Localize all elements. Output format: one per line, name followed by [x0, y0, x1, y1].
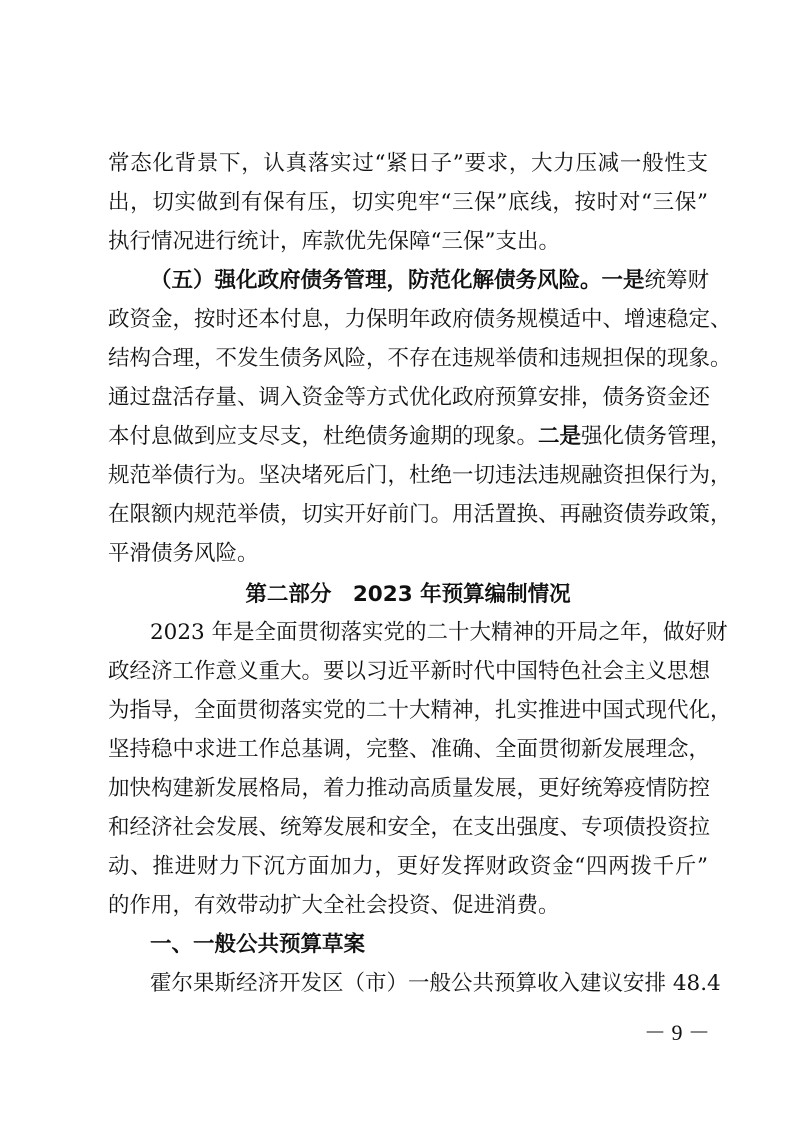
second-marker: 二是: [538, 424, 582, 449]
body-line: 霍尔果斯经济开发区（市）一般公共预算收入建议安排 48.4: [150, 971, 721, 996]
body-line: 坚持稳中求进工作总基调，完整、准确、全面贯彻新发展理念，: [108, 737, 711, 762]
body-line: 和经济社会发展、统筹发展和安全，在支出强度、专项债投资拉: [108, 815, 711, 840]
second-marker-tail: 强化债务管理，: [581, 424, 732, 449]
body-line: 动、推进财力下沉方面加力，更好发挥财政资金“四两拨千斤”: [108, 854, 708, 879]
first-marker-tail: 统筹财: [644, 268, 710, 293]
line-head: 本付息做到应支尽支，杜绝债务逾期的现象。: [108, 424, 539, 449]
body-line: 政资金，按时还本付息，力保明年政府债务规模适中、增速稳定、: [108, 307, 732, 332]
body-line: 的作用，有效带动扩大全社会投资、促进消费。: [108, 893, 560, 918]
body-line: 常态化背景下，认真落实过“紧日子”要求，大力压减一般性支: [108, 151, 708, 176]
body-line: 出，切实做到有保有压，切实兜牢“三保”底线，按时对“三保”: [108, 190, 708, 215]
body-line: [108, 422, 732, 452]
body-line: 规范举债行为。坚决堵死后门，杜绝一切违法违规融资担保行为，: [108, 463, 732, 488]
body-line: 在限额内规范举债，切实开好前门。用活置换、再融资债券政策，: [108, 502, 732, 527]
body-line: 2023 年是全面贯彻落实党的二十大精神的开局之年，做好财: [150, 620, 728, 645]
section-5-first-line: [150, 266, 708, 296]
first-marker: 一是: [601, 268, 645, 293]
page-number: － 9 －: [643, 1020, 710, 1045]
body-line: 结构合理，不发生债务风险，不存在违规举债和违规担保的现象。: [108, 346, 732, 371]
body-line: 通过盘活存量、调入资金等方式优化政府预算安排，债务资金还: [108, 385, 711, 410]
body-line: 加快构建新发展格局，着力推动高质量发展，更好统筹疫情防控: [108, 776, 711, 801]
body-line: 为指导，全面贯彻落实党的二十大精神，扎实推进中国式现代化，: [108, 698, 732, 723]
body-line: 政经济工作意义重大。要以习近平新时代中国特色社会主义思想: [108, 659, 711, 684]
body-line: 平滑债务风险。: [108, 541, 259, 566]
section-5-heading: （五）强化政府债务管理，防范化解债务风险。: [150, 268, 602, 293]
body-line: 执行情况进行统计，库款优先保障“三保”支出。: [108, 229, 560, 254]
part-title: 第二部分 2023 年预算编制情况: [245, 582, 571, 607]
section-1-heading: 一、一般公共预算草案: [150, 932, 366, 957]
